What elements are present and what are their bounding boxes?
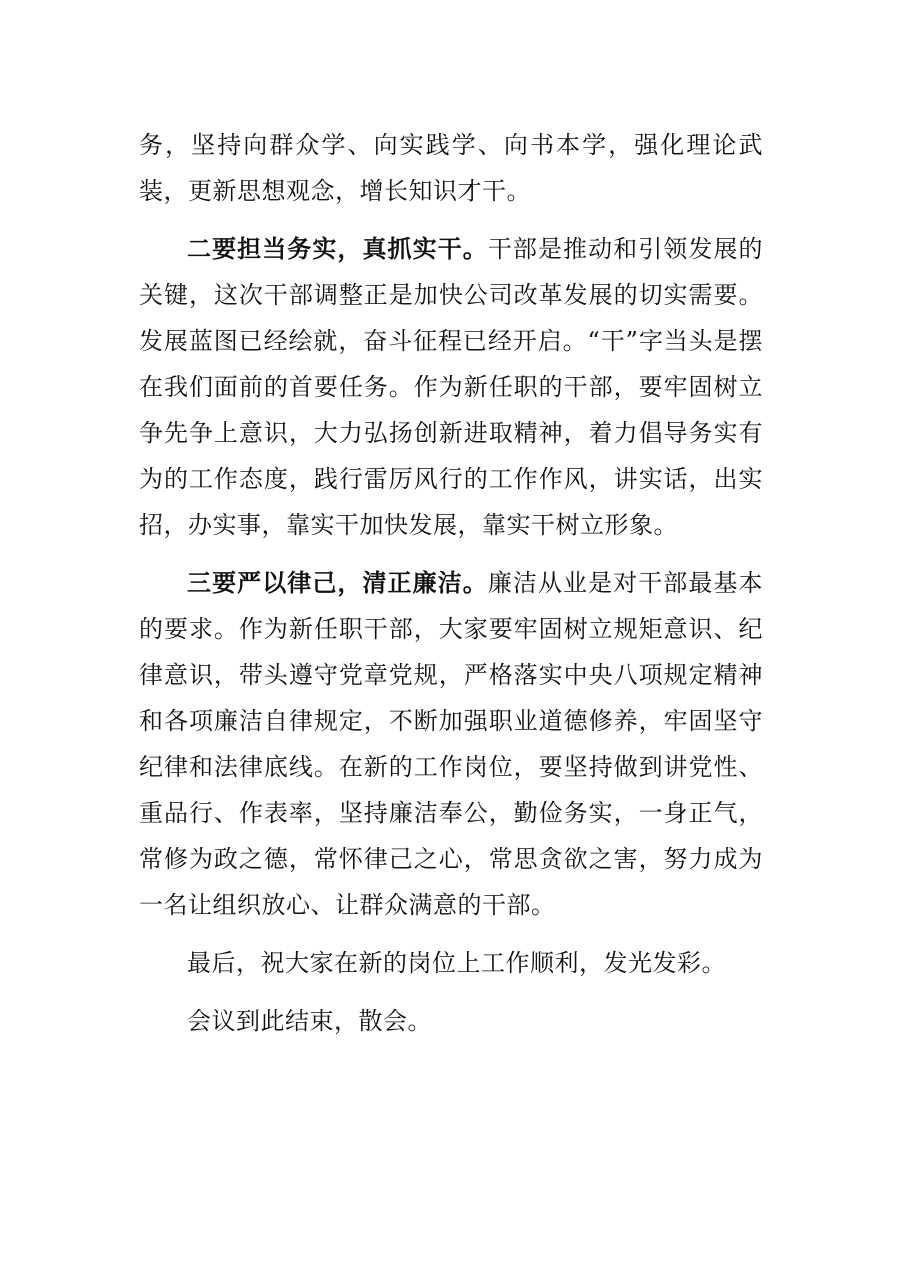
paragraph-closing-wish — [139, 940, 763, 986]
paragraph-continuation — [139, 122, 763, 214]
paragraph-text: 务，坚持向群众学、向实践学、向书本学，强化理论武装，更新思想观念，增长知识才干。 — [139, 131, 763, 205]
paragraph-text: 干部是推动和引领发展的关键，这次干部调整正是加快公司改革发展的切实需要。发展蓝图已经绘就，奋斗征程已经开启。“干”字当头是摆在我们面前的首要任务。作为新任职的干部，要牢固树立争先争上意识，大力弘扬创新进取精神，着力倡导务实有为的工作态度，践行雷厉风行的工作作风，讲实话，出实招，办实事，靠实干加快发展，靠实干树立形象。 — [139, 235, 764, 539]
paragraph-self-discipline — [139, 560, 763, 928]
document-body — [139, 122, 763, 1044]
paragraph-text: 会议到此结束，散会。 — [187, 1007, 432, 1035]
paragraph-text: 最后，祝大家在新的岗位上工作顺利，发光发彩。 — [187, 949, 726, 977]
paragraph-meeting-end — [139, 998, 763, 1044]
paragraph-duty-practical — [139, 226, 763, 548]
paragraph-lead-heading: 三要严以律己，清正廉洁。 — [187, 568, 488, 597]
paragraph-text: 廉洁从业是对干部最基本的要求。作为新任职干部，大家要牢固树立规矩意识、纪律意识，带头遵守党章党规，严格落实中央八项规定精神和各项廉洁自律规定，不断加强职业道德修养，牢固坚守纪律和法律底线。在新的工作岗位，要坚持做到讲党性、重品行、作表率，坚持廉洁奉公，勤俭务实，一身正气，常修为政之德，常怀律己之心，常思贪欲之害，努力成为一名让组织放心、让群众满意的干部。 — [139, 569, 764, 919]
paragraph-lead-heading: 二要担当务实，真抓实干。 — [187, 234, 488, 263]
